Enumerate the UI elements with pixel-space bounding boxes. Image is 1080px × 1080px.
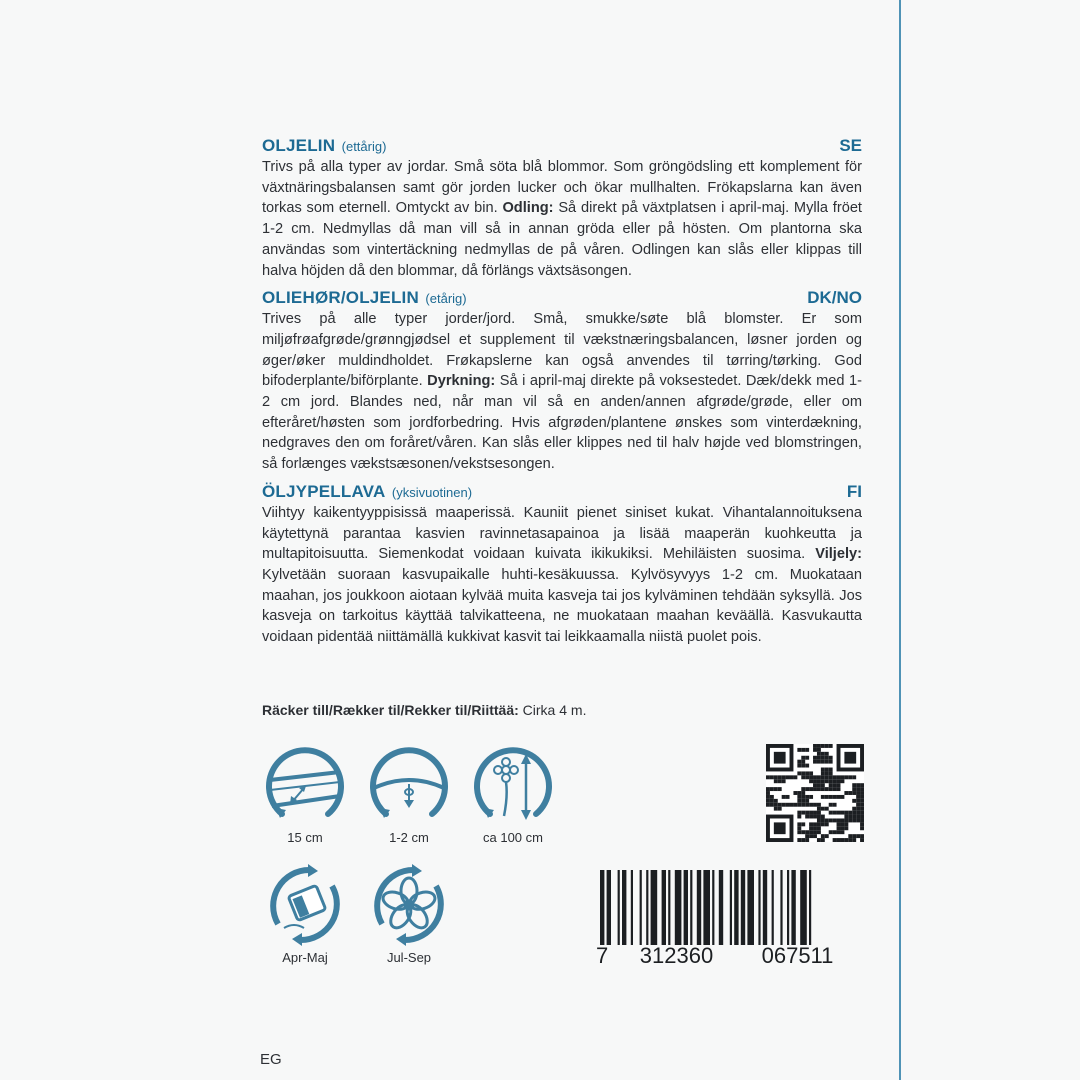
section-subtitle: (ettårig) xyxy=(341,139,387,154)
barcode-bar xyxy=(800,870,807,945)
barcode-bar xyxy=(703,870,710,945)
barcode-bar xyxy=(787,870,789,945)
barcode-bar xyxy=(618,870,620,945)
section-dk-no xyxy=(262,288,862,475)
barcode-bar xyxy=(719,870,723,945)
barcode-bar xyxy=(651,870,658,945)
language-code: FI xyxy=(846,481,862,501)
barcode-bar xyxy=(622,870,626,945)
barcode-bar xyxy=(607,870,611,945)
section-title: ÖLJYPELLAVA xyxy=(262,481,386,501)
row-spacing-label: 15 cm xyxy=(287,830,323,845)
plant-height-icon xyxy=(472,744,554,826)
barcode-bar xyxy=(646,870,648,945)
barcode-bar xyxy=(747,870,754,945)
flowering-time-icon xyxy=(368,864,450,946)
barcode-bar xyxy=(758,870,760,945)
coverage-note: Räcker till/Rækker til/Rekker til/Riittää: Cirka 4 m. xyxy=(262,702,587,718)
section-title: OLIEHØR/OLJELIN xyxy=(262,288,419,308)
section-body: Viihtyy kaikentyyppisissä maaperissä. Kauniit pienet siniset kukat. Vihantalannoituksena käytettynä parantaa kasvien ravinnetasapainoa ja lisää maaperän kuohkeutta ja multapitoisuutta. Siemenkodat voidaan kuivata ikikukiksi. Mehiläisten suosima. Viljely: Kylvetään suoraan kasvupaikalle huhti-kesäkuussa. Kylvösyvyys 1-2 cm. Muokataan maahan, jos joukkoon aiotaan kylvää muita kasveja tai jos kylväminen tehdään syksyllä. Jos kasveja on tarkoitus käyttää talvikatteena, ne muokataan maahan keväällä. Kasvukautta voidaan pidentää niittämällä kukkivat kasvit tai leikkaamalla niistä puolet pois. xyxy=(262,504,862,646)
barcode-digit-first: 7 xyxy=(596,943,609,968)
barcode-bar xyxy=(675,870,682,945)
barcode-bar xyxy=(741,870,745,945)
footer-code: EG xyxy=(260,1051,282,1068)
barcode-digits-right: 067511 xyxy=(761,943,834,968)
row-spacing-icon xyxy=(264,744,346,826)
barcode-bar xyxy=(662,870,666,945)
description-text xyxy=(262,136,862,655)
barcode-bar xyxy=(763,870,767,945)
section-header xyxy=(262,288,862,308)
barcode-bar xyxy=(640,870,642,945)
edge-stripe xyxy=(899,0,901,1080)
plant-height-label: ca 100 cm xyxy=(483,830,543,845)
sowing-time-label: Apr-Maj xyxy=(282,950,328,965)
barcode-bar xyxy=(772,870,774,945)
qr-code xyxy=(766,744,864,842)
barcode-bar xyxy=(668,870,670,945)
barcode-bar xyxy=(791,870,795,945)
barcode-bar xyxy=(684,870,688,945)
sowing-time-icon xyxy=(264,864,346,946)
flowering-time-label: Jul-Sep xyxy=(386,950,432,965)
barcode xyxy=(596,870,858,945)
barcode-bar xyxy=(690,870,692,945)
section-subtitle: (yksivuotinen) xyxy=(391,484,473,500)
language-code: DK/NO xyxy=(807,288,862,308)
sowing-depth-label: 1-2 cm xyxy=(389,830,429,845)
barcode-bar xyxy=(712,870,714,945)
section-se xyxy=(262,136,862,281)
section-header xyxy=(262,136,862,156)
section-body: Trives på alle typer jorder/jord. Små, smukke/søte blå blomster. Er som miljøfrøafgrøde/grønngjødsel et supplement til vækstnæringsbalancen, løsner jorden og øger/øker muldindholdet. Frøkapslerne kan også anvendes til tørring/tørking. God bifoderplante/biförplante. Dyrkning: Så i april-maj direkte på voksestedet. Dæk/dekk med 1-2 cm jord. Blandes ned, når man vil så en anden/annen afgrøde/grøde, eller om efteråret/høsten som jordforbedring. Hvis afgrøden/plantene ønskes som vinterdækning, nedgraves den om foråret/våren. Kan slås eller klippes ned til halv højde ved blomstringen, så forlænges vækstsæsonen/vekstsesongen. xyxy=(262,311,862,473)
section-body: Trivs på alla typer av jordar. Små söta blå blommor. Som gröngödsling ett komplement för växtnäringsbalansen samt gör jorden lucker och ökar mullhalten. Frökapslarna kan även torkas som eternell. Omtyckt av bin. Odling: Så direkt på växtplatsen i april-maj. Mylla fröet 1-2 cm. Nedmyllas då man vill så in annan gröda eller på hösten. Om plantorna ska användas som vintertäckning nedmyllas de på våren. Odlingen kan slås eller klippas till halva höjden då den blommar, då förlängs växtsäsongen. xyxy=(262,159,862,279)
barcode-bar xyxy=(730,870,732,945)
section-fi xyxy=(262,482,862,648)
barcode-bar xyxy=(734,870,738,945)
sowing-depth-icon xyxy=(368,744,450,826)
barcode-number xyxy=(596,941,858,971)
barcode-bar xyxy=(809,870,811,945)
section-header xyxy=(262,482,862,502)
language-code: SE xyxy=(839,136,862,155)
section-subtitle: (etårig) xyxy=(425,291,467,307)
barcode-bar xyxy=(600,870,604,945)
barcode-bar xyxy=(631,870,633,945)
barcode-bar xyxy=(780,870,782,945)
barcode-bar xyxy=(697,870,701,945)
section-title: OLJELIN xyxy=(262,136,336,155)
barcode-digits-left: 312360 xyxy=(639,943,714,968)
